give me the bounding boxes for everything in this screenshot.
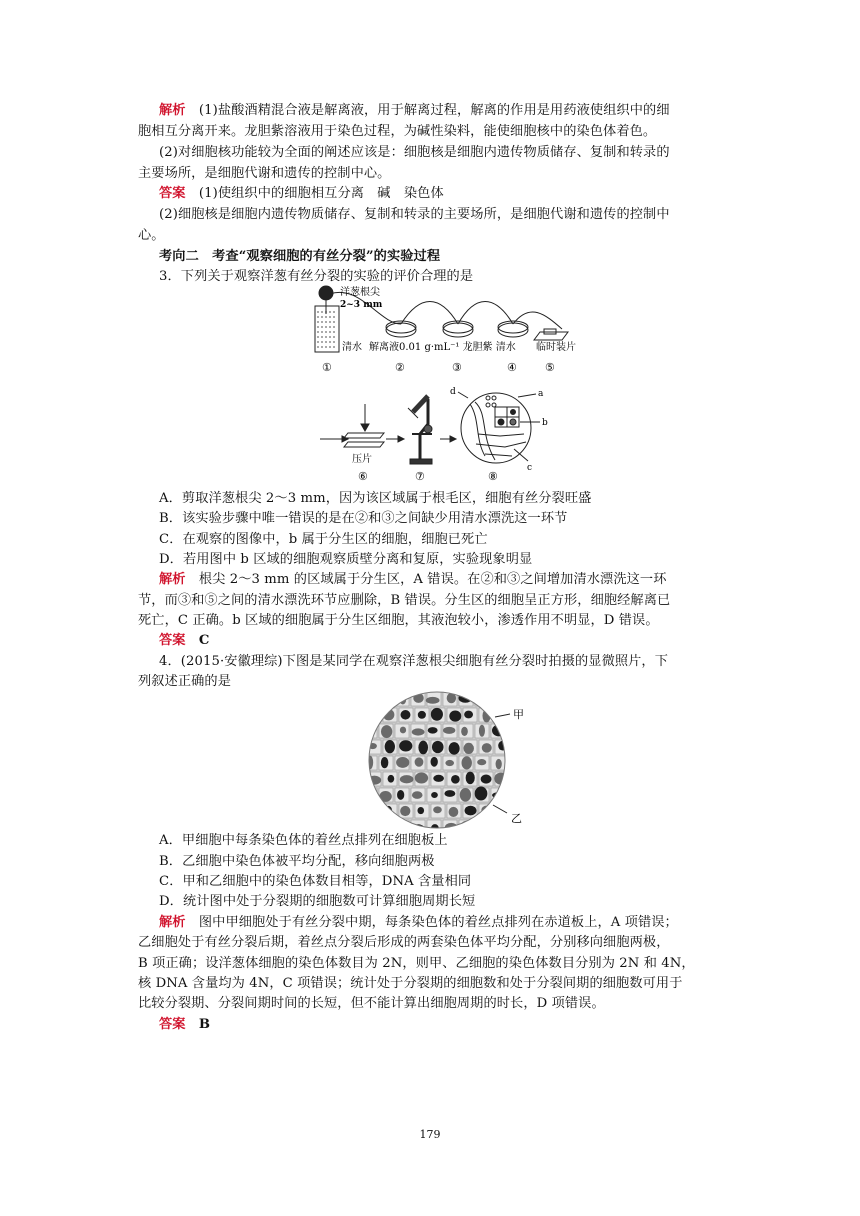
cell-nucleus <box>367 823 374 830</box>
cell-nucleus <box>509 694 520 703</box>
mark-c: c <box>527 463 533 473</box>
cell <box>495 804 509 818</box>
cell-nucleus <box>462 756 472 769</box>
cell <box>363 692 377 706</box>
cell-nucleus <box>479 725 485 737</box>
cell-nucleus <box>379 823 391 830</box>
text-line: 乙细胞处于有丝分裂后期，着丝点分裂后形成的两套染色体平均分配，分别移向细胞两极， <box>138 935 670 950</box>
cell <box>491 692 505 706</box>
cell <box>379 692 393 706</box>
dish-icon <box>386 323 416 337</box>
cell-nucleus <box>366 693 374 703</box>
cell-nucleus <box>477 759 486 765</box>
mark-b: b <box>542 418 548 428</box>
cell <box>507 692 521 706</box>
cell-nucleus <box>478 823 485 830</box>
cell <box>507 756 521 770</box>
mark-a: a <box>538 389 544 399</box>
cell-nucleus <box>400 710 410 720</box>
answer-label: 答案 <box>159 186 186 201</box>
text-line: (2)细胞核是细胞内遗传物质储存、复制和转录的主要场所，是细胞代谢和遗传的控制中 <box>159 207 670 222</box>
slide-icon <box>534 332 568 340</box>
cell-nucleus <box>428 727 438 734</box>
cell-nucleus <box>367 756 373 770</box>
cell-nucleus <box>509 789 520 798</box>
text-line: B 项正确；设洋葱体细胞的染色体数目为 2N，则甲、乙细胞的染色体数目分别为 2N 和 4N， <box>138 956 695 971</box>
cell <box>379 820 393 830</box>
cell-nucleus <box>479 692 486 704</box>
step-number: ④ <box>507 361 517 374</box>
answer-line <box>159 1015 709 1035</box>
step-number: ③ <box>452 361 462 374</box>
water-label: 清水 <box>342 342 362 353</box>
cell-nucleus <box>400 806 410 816</box>
page-number: 179 <box>419 1128 441 1141</box>
step-number: ⑦ <box>415 470 425 483</box>
cell-nucleus <box>491 694 504 702</box>
cell-nucleus <box>372 806 379 817</box>
cell-nucleus <box>397 824 407 830</box>
cell-nucleus <box>481 775 492 784</box>
cell-nucleus <box>415 773 428 784</box>
cell <box>367 708 381 722</box>
option-b: B．该实验步骤中唯一错误的是在②和③之间缺少用清水漂洗这一环节 <box>159 511 568 526</box>
solution-labels: 解离液0.01 g·mL⁻¹ 龙胆紫 清水 <box>369 342 516 353</box>
cell <box>363 724 377 738</box>
cell-nucleus <box>496 759 502 769</box>
cell-jia-label: 甲 <box>513 708 524 721</box>
cell-nucleus <box>415 757 424 766</box>
cell <box>367 804 381 818</box>
experiment-diagram <box>300 284 600 484</box>
text-line: 心。 <box>138 228 165 243</box>
mark-d: d <box>450 387 456 397</box>
cell-nucleus <box>383 709 394 720</box>
text-line: 节，而③和⑤之间的清水漂洗环节应删除，B 错误。分生区的细胞呈正方形，细胞经解离已 <box>138 593 671 608</box>
cell-nucleus <box>388 775 395 783</box>
text-line: 死亡，C 正确。b 区域的细胞属于分生区细胞，其液泡较小，渗透作用不明显，D 错误。 <box>138 613 659 628</box>
cell-nucleus <box>366 791 374 797</box>
cell-nucleus <box>449 711 461 722</box>
root-tip-label: 洋葱根尖 <box>340 287 380 298</box>
cell-nucleus <box>461 727 468 736</box>
step-number: ⑤ <box>545 361 555 374</box>
explanation-label: 解析 <box>159 572 186 587</box>
cell-nucleus <box>417 807 424 814</box>
slide-label: 临时装片 <box>536 342 576 353</box>
cell-nucleus <box>466 772 475 785</box>
cell-nucleus <box>451 775 460 784</box>
cell-nucleus <box>431 792 438 798</box>
cell-nucleus <box>418 711 426 719</box>
option-c: C．在观察的图像中，b 属于分生区的细胞，细胞已死亡 <box>159 532 488 547</box>
cell-nucleus <box>482 743 492 753</box>
cell-nucleus <box>379 695 390 704</box>
text-line: 主要场所，是细胞代谢和遗传的控制中心。 <box>138 166 391 181</box>
cell-nucleus <box>513 742 524 749</box>
cell <box>511 740 525 754</box>
answer-value: C <box>198 633 210 648</box>
cell-nucleus <box>464 743 474 754</box>
cell-nucleus <box>396 757 409 768</box>
text: (1)使组织中的细胞相互分离 碱 染色体 <box>198 186 444 201</box>
step-number: ① <box>322 361 332 374</box>
explanation-line <box>159 570 709 590</box>
cell-nucleus <box>493 824 501 830</box>
option-a: A．剪取洋葱根尖 2～3 mm，因为该区域属于根毛区，细胞有丝分裂旺盛 <box>159 491 592 506</box>
cell-nucleus <box>460 788 471 802</box>
cell <box>507 788 521 802</box>
cell-nucleus <box>385 740 395 753</box>
text: (1)盐酸酒精混合液是解离液，用于解离过程，解离的作用是用药液使组织中的细 <box>198 103 670 118</box>
cell <box>491 820 505 830</box>
cell-nucleus <box>412 728 425 735</box>
cell-nucleus <box>379 791 392 802</box>
cell-nucleus <box>513 777 523 784</box>
text: 根尖 2～3 mm 的区域属于分生区，A 错误。在②和③之间增加清水漂洗这一环 <box>198 572 667 587</box>
cell-nucleus <box>426 697 440 704</box>
cell-nucleus <box>368 776 382 785</box>
cell-nucleus <box>465 806 477 816</box>
option-a: A．甲细胞中每条染色体的着丝点排列在细胞板上 <box>159 833 448 848</box>
question-stem: 列叙述正确的是 <box>138 674 232 689</box>
dish-icon <box>443 323 473 337</box>
text-line: 胞相互分离开来。龙胆紫溶液用于染色过程，为碱性染料，能使细胞核中的染色体着色。 <box>138 124 657 139</box>
cell-nucleus <box>445 760 454 766</box>
explanation-line <box>159 913 709 933</box>
cell <box>475 692 489 706</box>
option-b: B．乙细胞中染色体被平均分配，移向细胞两极 <box>159 854 435 869</box>
text-line: 比较分裂期、分裂间期时间的长短，但不能计算出细胞周期的时长，D 项错误。 <box>138 996 605 1011</box>
cell-nucleus <box>381 725 392 738</box>
option-d: D．统计图中处于分裂期的细胞数可计算细胞周期长短 <box>159 894 476 909</box>
question-stem: 4．(2015·安徽理综)下图是某同学在观察洋葱根尖细胞有丝分裂时拍摄的显微照片，下 <box>159 654 669 669</box>
cell-nucleus <box>464 711 473 719</box>
length-label: 2~3 mm <box>340 300 383 310</box>
answer-value: B <box>198 1017 211 1032</box>
root-tip-icon <box>319 286 333 300</box>
answer-line <box>159 184 709 204</box>
cell <box>383 804 397 818</box>
explanation-label: 解析 <box>159 915 186 930</box>
explanation-line <box>159 101 709 121</box>
cell-nucleus <box>431 708 443 721</box>
cell-nucleus <box>400 727 406 734</box>
cell-nucleus <box>381 757 388 768</box>
cell-nucleus <box>432 741 444 753</box>
cell <box>363 820 377 830</box>
cell <box>507 724 521 738</box>
cell-nucleus <box>412 791 423 799</box>
text-line: (2)对细胞核功能较为全面的阐述应该是：细胞核是细胞内遗传物质储存、复制和转录的 <box>159 145 670 160</box>
step-number: ⑥ <box>358 470 368 483</box>
step-number: ⑧ <box>488 470 498 483</box>
cell-nucleus <box>444 790 455 797</box>
microscope-icon <box>408 396 432 464</box>
question-stem: 3．下列关于观察洋葱有丝分裂的实验的评价合理的是 <box>159 269 474 284</box>
cell-nucleus <box>399 740 412 751</box>
cell-nucleus <box>418 741 428 755</box>
press-label: 压片 <box>352 454 372 465</box>
option-c: C．甲和乙细胞中的染色体数目相等，DNA 含量相同 <box>159 874 472 889</box>
cell-nucleus <box>371 709 379 719</box>
option-d: D．若用图中 b 区域的细胞观察质壁分离和复原，实验现象明显 <box>159 552 533 567</box>
cell-nucleus <box>431 757 438 767</box>
answer-label: 答案 <box>159 1017 186 1032</box>
cell-yi-label: 乙 <box>511 812 522 825</box>
cell <box>511 772 525 786</box>
cell <box>475 820 489 830</box>
cell-nucleus <box>449 742 460 755</box>
micrograph <box>355 690 540 830</box>
answer-label: 答案 <box>159 633 186 648</box>
cell <box>363 788 377 802</box>
cell-nucleus <box>433 806 442 813</box>
text-line: 核 DNA 含量均为 4N，C 项错误；统计处于分裂期的细胞数和处于分裂间期的细胞数可用于 <box>138 976 683 991</box>
cell-nucleus <box>397 790 404 800</box>
dish-icon <box>498 323 528 337</box>
cell-nucleus <box>433 775 444 782</box>
section-heading: 考向二 考查“观察细胞的有丝分裂”的实验过程 <box>159 249 441 264</box>
cell-nucleus <box>449 807 459 817</box>
answer-line <box>159 631 709 651</box>
cell-nucleus <box>443 727 455 734</box>
cell-nucleus <box>400 775 414 783</box>
explanation-label: 解析 <box>159 103 186 118</box>
cell-nucleus <box>508 757 520 767</box>
step-number: ② <box>395 361 405 374</box>
beaker-icon <box>315 306 339 352</box>
cell-nucleus <box>510 724 517 737</box>
text: 图中甲细胞处于有丝分裂中期，每条染色体的着丝点排列在赤道板上，A 项错误； <box>198 915 678 930</box>
cell-nucleus <box>475 787 488 801</box>
